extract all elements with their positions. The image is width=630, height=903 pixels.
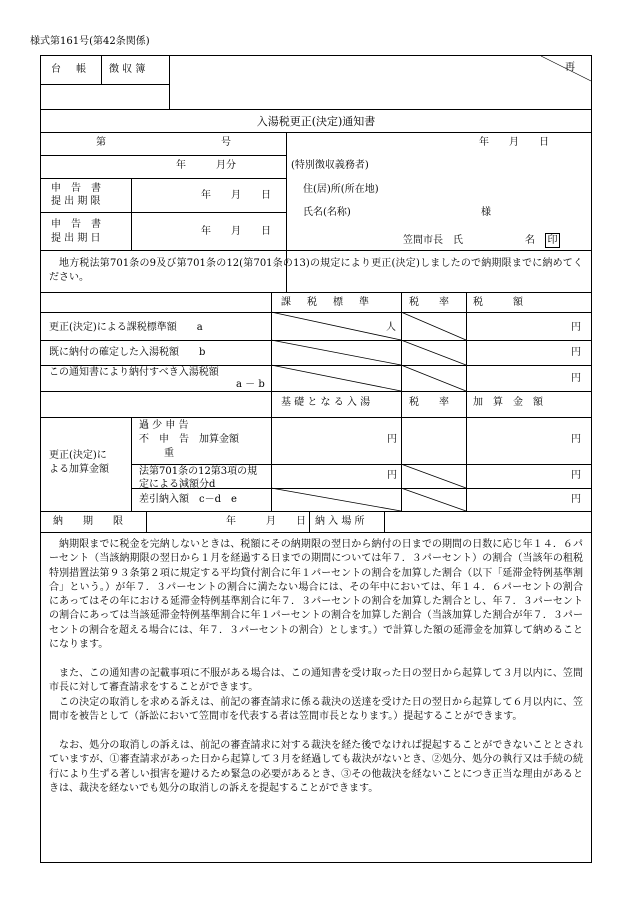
row-confirmed-tax-label: 既に納付の確定した入湯税額 b xyxy=(49,347,206,358)
special-collector-label: (特別徴収義務者) xyxy=(291,160,369,171)
appeal-paragraph: また、この通知書の記載事項に不服がある場合は、この通知書を受け取った日の翌日から起算して３月以内に、笠間市長に対して審査請求をすることができます。 xyxy=(49,668,583,694)
row-payable-tax-label-1: この通知書により納付すべき入湯税額 xyxy=(49,367,219,378)
notice-date: 年 月 日 xyxy=(479,137,549,148)
row-tax-base-label: 更正(決定)による課税標準額 a xyxy=(49,322,203,333)
col-tax-amount: 税 額 xyxy=(473,297,523,308)
name-label: 氏名(名称) xyxy=(303,207,351,218)
penalty-row-1-yen: 円 xyxy=(571,434,581,445)
penalty-row-1-label-1: 過 少 申 告 xyxy=(139,420,189,431)
col-tax-rate: 税 率 xyxy=(409,297,449,308)
row-payable-tax-label-2: a － b xyxy=(236,379,265,390)
form-number-label: 様式第161号(第42条関係) xyxy=(30,36,150,47)
net-payment-label: 差引納入額 c－d e xyxy=(139,494,237,505)
notice-text: 地方税法第701条の9及び第701条の12(第701条の13)の規定により更正(決定)しましたので納期限までに納めてください。 xyxy=(49,258,583,284)
col-rate-2: 税 率 xyxy=(409,397,449,408)
payment-deadline-value: 年 月 日 xyxy=(226,516,306,527)
filing-date-label-2: 提 出 期 日 xyxy=(51,233,101,244)
ledger-label: 台 帳 xyxy=(51,64,93,75)
exception-paragraph: なお、処分の取消しの訴えは、前記の審査請求に対する裁決を経た後でなければ提起することができないこととされていますが、①審査請求があった日から起算して３月を経過しても裁決がないとき、②処分、処分の執行又は手続の続行により生ずる著しい損害を避けるため緊急の必要があるとき、③その他裁決を経ないことにつき正当な理由があるときは、裁決を経ないでも処分の取消しの訴えを提起することができます。 xyxy=(49,740,583,794)
payment-place-label: 納 入 場 所 xyxy=(315,516,365,527)
lawsuit-paragraph: この決定の取消しを求める訴えは、前記の審査請求に係る裁決の送達を受けた日の翌日から起算して６月以内に、笠間市を被告として（訴訟において笠間市を代表する者は笠間市長となります。）提起することができます。 xyxy=(49,697,583,723)
payment-deadline-label: 納 期 限 xyxy=(53,516,123,527)
reissue-mark: 再 xyxy=(565,62,575,73)
row-tax-base-yen: 円 xyxy=(571,322,581,333)
filing-deadline-label-2: 提 出 期 限 xyxy=(51,196,101,207)
filing-date-value: 年 月 日 xyxy=(201,226,271,237)
filing-deadline-value: 年 月 日 xyxy=(201,190,271,201)
penalty-group-label-1: 更正(決定)に xyxy=(49,450,107,461)
penalty-row-1-basis-yen: 円 xyxy=(387,434,397,445)
seal-mark: 印 xyxy=(545,233,560,248)
penalty-row-2-basis-yen: 円 xyxy=(387,470,397,481)
address-label: 住(居)所(所在地) xyxy=(303,184,379,195)
mayor-name-suffix: 名 xyxy=(525,235,535,246)
col-basis: 基 礎 と な る 入 湯 xyxy=(281,397,371,408)
col-tax-base: 課 税 標 準 xyxy=(281,297,372,308)
penalty-row-1-label-2: 不 申 告 加算金額 xyxy=(139,434,239,445)
penalty-row-2-label-2: 定による減額分d xyxy=(139,479,216,490)
honorific: 様 xyxy=(481,207,491,218)
filing-deadline-label-1: 申 告 書 xyxy=(51,183,101,194)
row-payable-tax-yen: 円 xyxy=(571,373,581,384)
mayor-label: 笠間市長 氏 xyxy=(403,235,463,246)
number-suffix: 号 xyxy=(221,137,231,148)
col-penalty-amount: 加 算 金 額 xyxy=(473,397,543,408)
penalty-row-2-yen: 円 xyxy=(571,470,581,481)
penalty-group-label-2: よる加算金額 xyxy=(49,464,109,475)
late-fee-paragraph: 納期限までに税金を完納しないときは、税額にその納期限の翌日から納付の日までの期間の日数に応じ年１４．６パーセント（当該納期限の翌日から１月を経過する日までの期間については年７．３パーセント）の割合（当該年の租税特別措置法第９３条第２項に規定する平均貸付割合に年１パーセントの割合を加算した割合（以下「延滞金特例基準割合」という。）が年７．３パーセントの割合に満たない場合には、その年中においては、年１４．６パーセントの割合にあってはその年における延滞金特例基準割合に年７．３パーセントの割合を加算した割合とし、年７．３パーセントの割合にあっては当該延滞金特例基準割合に年１パーセントの割合を加算した割合（当該加算した割合が年７．３パーセントの割合を超える場合には、年７．３パーセントの割合）とします。）で計算した額の延滞金を加算して納めることになります。 xyxy=(49,539,583,651)
page-title: 入湯税更正(決定)通知書 xyxy=(256,115,376,128)
net-payment-yen: 円 xyxy=(571,494,581,505)
row-tax-base-unit: 人 xyxy=(386,322,396,333)
filing-date-label-1: 申 告 書 xyxy=(51,219,101,230)
tax-collection-book-label: 徴 収 簿 xyxy=(109,64,146,75)
notice-form xyxy=(40,55,592,863)
period-field: 年 月分 xyxy=(176,160,236,171)
row-confirmed-tax-yen: 円 xyxy=(571,347,581,358)
penalty-row-1-label-3: 重 xyxy=(164,448,174,459)
number-prefix: 第 xyxy=(96,137,106,148)
penalty-row-2-label-1: 法第701条の12第3項の規 xyxy=(139,466,258,477)
